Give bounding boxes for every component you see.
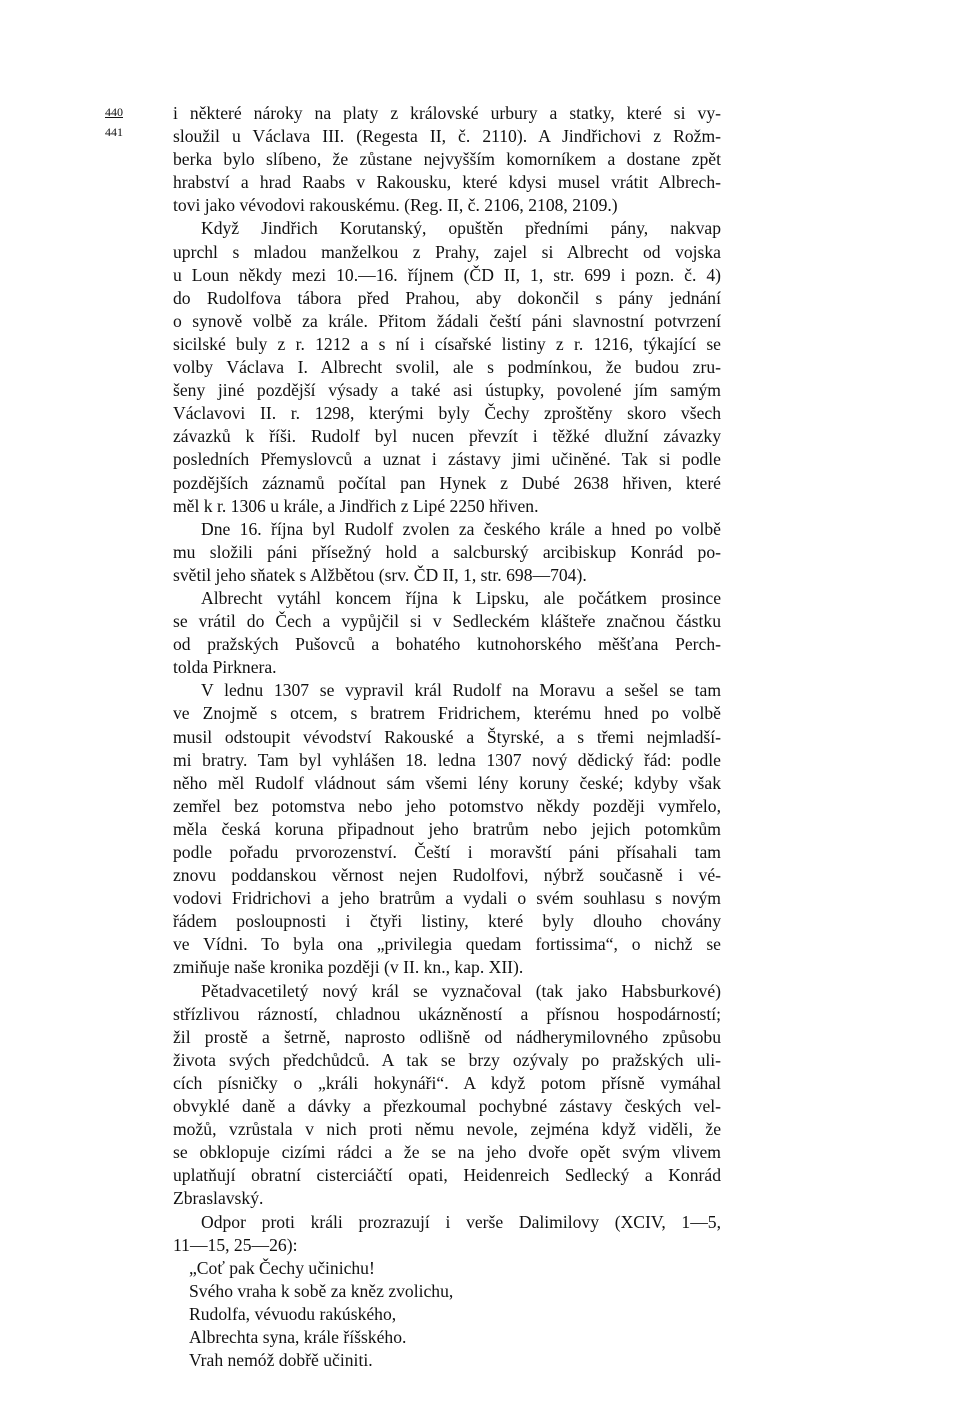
text-line: do Rudolfova tábora před Prahou, aby dokončil s pány jednání — [173, 287, 721, 308]
text-line: střízlivou rázností, chladnou ukázněností a přísnou hospodárností; — [173, 1003, 721, 1024]
text-line: obvyklé daně a dávky a přezkoumal pochybné zástavy českých vel- — [173, 1096, 721, 1117]
text-line: sicilské buly z r. 1212 a s ní i císařské listiny z r. 1216, týkající se — [173, 333, 721, 354]
text-line: od pražských Pušovců a bohatého kutnohorského měšťana Perch- — [173, 634, 721, 655]
text-line: měla česká koruna připadnout jeho bratrům nebo jejich potomkům — [173, 818, 721, 839]
verse-line: Svého vraha k sobě za kněz zvolichu, — [189, 1280, 454, 1301]
text-line: volby Václava I. Albrecht svolil, ale s podmínkou, že budou zru- — [173, 357, 721, 378]
verse-line: Rudolfa, vévuodu rakúského, — [189, 1303, 397, 1324]
text-line: závazků k říši. Rudolf byl nucen převzít i těžké dlužní závazky — [173, 426, 721, 447]
text-line: ve Vídni. To byla ona „privilegia quedam fortissima“, o nichž se — [173, 934, 721, 955]
body-text — [173, 102, 721, 1372]
margin-page-number: 441 — [105, 125, 123, 139]
text-line: žil prostě a šetrně, naprosto odlišně od nádherymilovného způsobu — [173, 1026, 721, 1047]
verse-line: Vrah nemóž dobřě učiniti. — [189, 1350, 373, 1371]
text-line: života svých předchůdců. A tak se brzy ozývaly po pražských uli- — [173, 1049, 721, 1070]
text-line: se obklopuje cizími rádci a že se na jeho dvoře opět svým vlivem — [173, 1142, 721, 1163]
text-line: řádem posloupnosti i čtyři listiny, které byly dlouho chovány — [173, 911, 721, 932]
text-line: zmiňuje naše kronika později (v II. kn., kap. XII). — [173, 957, 524, 978]
text-line: tovi jako vévodovi rakouskému. (Reg. II, č. 2106, 2108, 2109.) — [173, 195, 618, 216]
text-line: Pětadvacetiletý nový král se vyznačoval (tak jako Habsburkové) — [201, 980, 721, 1001]
text-line: mu složili páni přísežný hold a salcburský arcibiskup Konrád po- — [173, 541, 721, 562]
text-line: vodovi Fridrichovi a jeho bratrům a vydali o svém souhlasu s novým — [173, 888, 721, 909]
verse-line: Albrechta syna, krále říšského. — [189, 1326, 407, 1347]
text-line: Zbraslavský. — [173, 1188, 264, 1209]
text-line: možů, vzrůstala v nich proti němu nevole, zejména když viděli, že — [173, 1119, 721, 1140]
text-line: posledních Přemyslovců a uznat i zástavy jimi učiněné. Tak si podle — [173, 449, 721, 470]
text-line: podle pořadu prvorozenství. Čeští i moravští páni přísahali tam — [173, 842, 721, 862]
text-line: o synově volbě za krále. Přitom žádali čeští páni slavnostní potvrzení — [173, 310, 721, 331]
text-line: se vrátil do Čech a vypůjčil si v Sedleckém klášteře značnou částku — [173, 611, 721, 632]
text-line: musil odstoupit vévodství Rakouské a Štyrské, a s třemi nejmladší- — [173, 726, 721, 747]
text-line: znovu poddanskou věrnost nejen Rudolfovi, nýbrž současně i vé- — [173, 865, 721, 886]
text-line: cích písničky o „králi hokynáři“. A když potom přísně vymáhal — [173, 1072, 721, 1093]
verse-line: „Coť pak Čechy učinichu! — [189, 1257, 375, 1278]
text-line: uprchl s mladou manželkou z Prahy, zajel si Albrecht od vojska — [173, 241, 721, 262]
text-line: hrabství a hrad Raabs v Rakousku, které kdysi musel vrátit Albrech- — [173, 172, 721, 193]
text-line: mi bratry. Tam byl vyhlášen 18. ledna 1307 nový dědický řád: podle — [173, 749, 721, 770]
text-line: Když Jindřich Korutanský, opuštěn předními pány, nakvap — [201, 218, 721, 239]
text-line: tolda Pirknera. — [173, 657, 277, 678]
text-line: zemřel bez potomstva nebo jeho potomstvo někdy později vymřelo, — [173, 795, 721, 816]
text-line: šeny jiné pozdější výsady a také asi ústupky, povolené jím samým — [173, 380, 721, 401]
text-line: V lednu 1307 se vypravil král Rudolf na Moravu a sešel se tam — [201, 680, 721, 701]
text-line: Dne 16. října byl Rudolf zvolen za českého krále a hned po volbě — [201, 518, 721, 539]
text-line: berka bylo slíbeno, že zůstane nejvyšším komorníkem a dostane zpět — [173, 149, 721, 170]
text-line: 11—15, 25—26): — [173, 1234, 298, 1255]
margin-page-number: 440 — [105, 105, 123, 119]
text-line: něho měl Rudolf vládnout sám všemi lény koruny české; kdyby však — [173, 772, 721, 793]
text-line: sloužil u Václava III. (Regesta II, č. 2110). A Jindřichovi z Rožm- — [173, 126, 721, 147]
margin-page-numbers — [105, 102, 123, 142]
text-line: měl k r. 1306 u krále, a Jindřich z Lipé 2250 hřiven. — [173, 495, 539, 516]
text-line: i některé nároky na platy z královské urbury a statky, které si vy- — [173, 103, 721, 123]
text-line: pozdějších záznamů počítal pan Hynek z Dubé 2638 hřiven, které — [173, 472, 721, 493]
text-line: Václavovi II. r. 1298, kterými byly Čechy zproštěny skoro všech — [173, 403, 721, 424]
text-line: Albrecht vytáhl koncem října k Lipsku, ale počátkem prosince — [201, 587, 721, 608]
text-line: u Loun někdy mezi 10.—16. říjnem (ČD II, 1, str. 699 i pozn. č. 4) — [173, 264, 721, 285]
text-line: uplatňují obratní cisterciáčtí opati, Heidenreich Sedlecký a Konrád — [173, 1165, 721, 1186]
text-line: světil jeho sňatek s Alžbětou (srv. ČD II, 1, str. 698—704). — [173, 564, 587, 585]
text-line: ve Znojmě s otcem, s bratrem Fridrichem, kterému hned po volbě — [173, 703, 721, 724]
text-line: Odpor proti králi prozrazují i verše Dalimilovy (XCIV, 1—5, — [201, 1211, 721, 1232]
